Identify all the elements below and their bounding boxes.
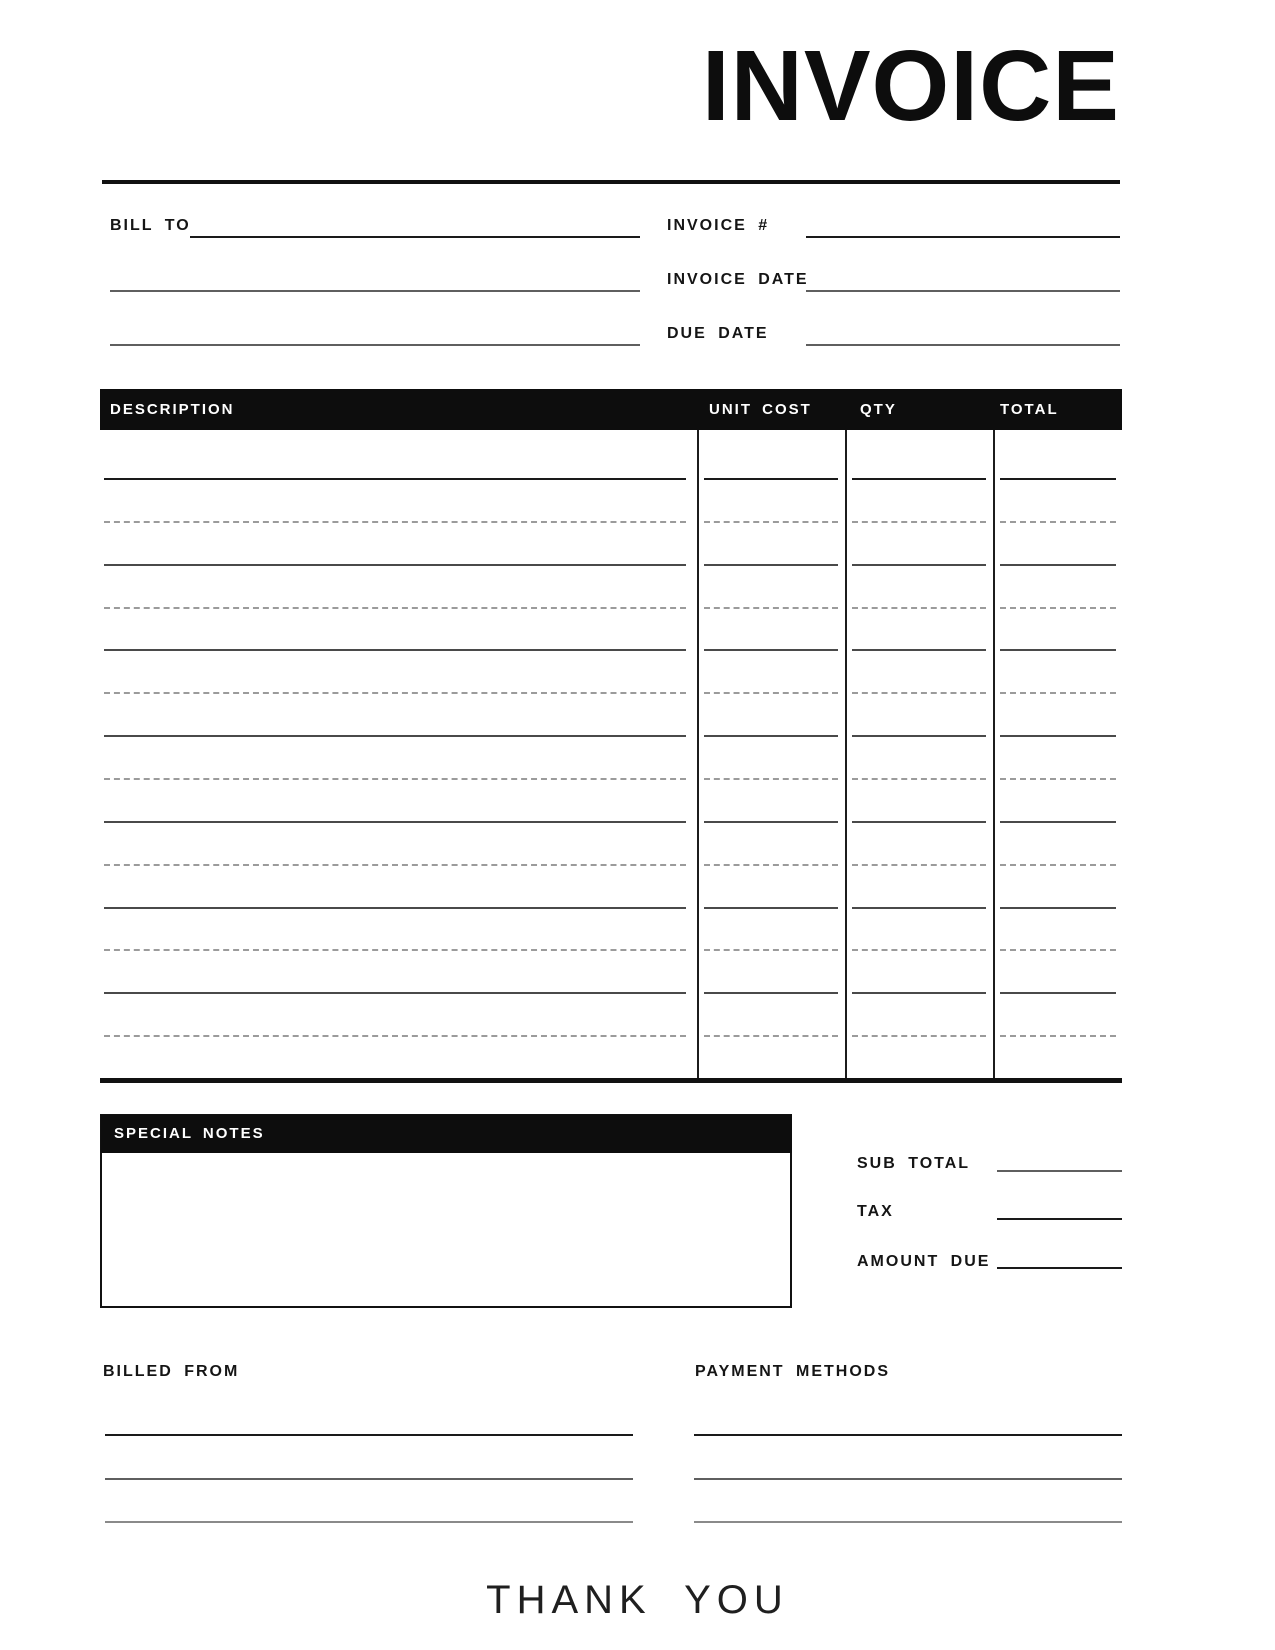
header-rule [102, 180, 1120, 184]
billed-from-label: BILLED FROM [103, 1363, 240, 1380]
billed-from-line-1 [105, 1434, 633, 1436]
sub-total-line [997, 1170, 1122, 1172]
table-row-line [104, 992, 686, 994]
table-row-line [852, 735, 986, 737]
table-row-line [104, 478, 686, 480]
table-row-line [704, 649, 838, 651]
table-row-line [1000, 864, 1116, 866]
table-row-line [704, 607, 838, 609]
table-row-line [852, 992, 986, 994]
table-row-line [704, 521, 838, 523]
sub-total-label: SUB TOTAL [857, 1155, 971, 1172]
payment-methods-line-3 [694, 1521, 1122, 1523]
amount-due-line [997, 1267, 1122, 1269]
special-notes-label: SPECIAL NOTES [114, 1125, 265, 1142]
column-header-qty: QTY [860, 401, 897, 418]
invoice-number-line [806, 236, 1120, 238]
table-row-line [704, 864, 838, 866]
table-row-line [1000, 821, 1116, 823]
table-row-line [704, 1035, 838, 1037]
payment-methods-label: PAYMENT METHODS [695, 1363, 891, 1380]
table-row-line [852, 649, 986, 651]
thank-you-text: THANK YOU [486, 1578, 789, 1622]
table-row-line [104, 1035, 686, 1037]
table-row-line [852, 821, 986, 823]
table-row-line [852, 478, 986, 480]
column-header-unit-cost: UNIT COST [709, 401, 812, 418]
bill-to-line-3 [110, 344, 640, 346]
due-date-label: DUE DATE [667, 325, 769, 342]
table-row-line [704, 564, 838, 566]
table-row-line [852, 949, 986, 951]
special-notes-header [101, 1115, 792, 1153]
column-header-total: TOTAL [1000, 401, 1059, 418]
table-divider-total [993, 430, 995, 1080]
tax-line [997, 1218, 1122, 1220]
table-row-line [1000, 649, 1116, 651]
table-divider-unit-cost [697, 430, 699, 1080]
table-row-line [852, 521, 986, 523]
table-row-line [704, 735, 838, 737]
tax-label: TAX [857, 1203, 894, 1220]
table-row-line [852, 692, 986, 694]
invoice-date-label: INVOICE DATE [667, 271, 809, 288]
payment-methods-line-2 [694, 1478, 1122, 1480]
amount-due-label: AMOUNT DUE [857, 1253, 991, 1270]
table-row-line [104, 864, 686, 866]
bill-to-label: BILL TO [110, 217, 191, 234]
due-date-line [806, 344, 1120, 346]
table-row-line [852, 778, 986, 780]
table-row-line [1000, 521, 1116, 523]
table-row-line [852, 564, 986, 566]
bill-to-line-1 [190, 236, 640, 238]
table-row-line [104, 735, 686, 737]
table-row-line [852, 607, 986, 609]
special-notes-content [102, 1154, 790, 1306]
table-row-line [104, 949, 686, 951]
table-row-line [1000, 949, 1116, 951]
bill-to-line-2 [110, 290, 640, 292]
column-header-description: DESCRIPTION [110, 401, 235, 418]
table-row-line [1000, 992, 1116, 994]
table-row-line [104, 649, 686, 651]
table-row-line [1000, 478, 1116, 480]
invoice-date-line [806, 290, 1120, 292]
table-row-line [704, 778, 838, 780]
table-row-line [704, 478, 838, 480]
items-table-header [100, 389, 1122, 430]
table-row-line [104, 564, 686, 566]
table-row-line [852, 864, 986, 866]
table-row-line [104, 521, 686, 523]
table-row-line [1000, 1035, 1116, 1037]
table-row-line [1000, 564, 1116, 566]
table-row-line [1000, 692, 1116, 694]
table-row-line [104, 692, 686, 694]
invoice-number-label: INVOICE # [667, 217, 770, 234]
table-row-line [704, 692, 838, 694]
table-row-line [104, 607, 686, 609]
billed-from-line-3 [105, 1521, 633, 1523]
table-bottom-rule [100, 1078, 1122, 1083]
table-row-line [704, 907, 838, 909]
table-row-line [704, 949, 838, 951]
table-row-line [1000, 778, 1116, 780]
table-row-line [704, 821, 838, 823]
table-divider-qty [845, 430, 847, 1080]
payment-methods-line-1 [694, 1434, 1122, 1436]
table-row-line [104, 907, 686, 909]
table-row-line [1000, 607, 1116, 609]
table-row-line [1000, 907, 1116, 909]
table-row-line [1000, 735, 1116, 737]
table-row-line [104, 821, 686, 823]
table-row-line [852, 907, 986, 909]
table-row-line [704, 992, 838, 994]
table-row-line [104, 778, 686, 780]
table-row-line [852, 1035, 986, 1037]
billed-from-line-2 [105, 1478, 633, 1480]
page-title: INVOICE [701, 30, 1120, 142]
special-notes-box [100, 1114, 792, 1308]
